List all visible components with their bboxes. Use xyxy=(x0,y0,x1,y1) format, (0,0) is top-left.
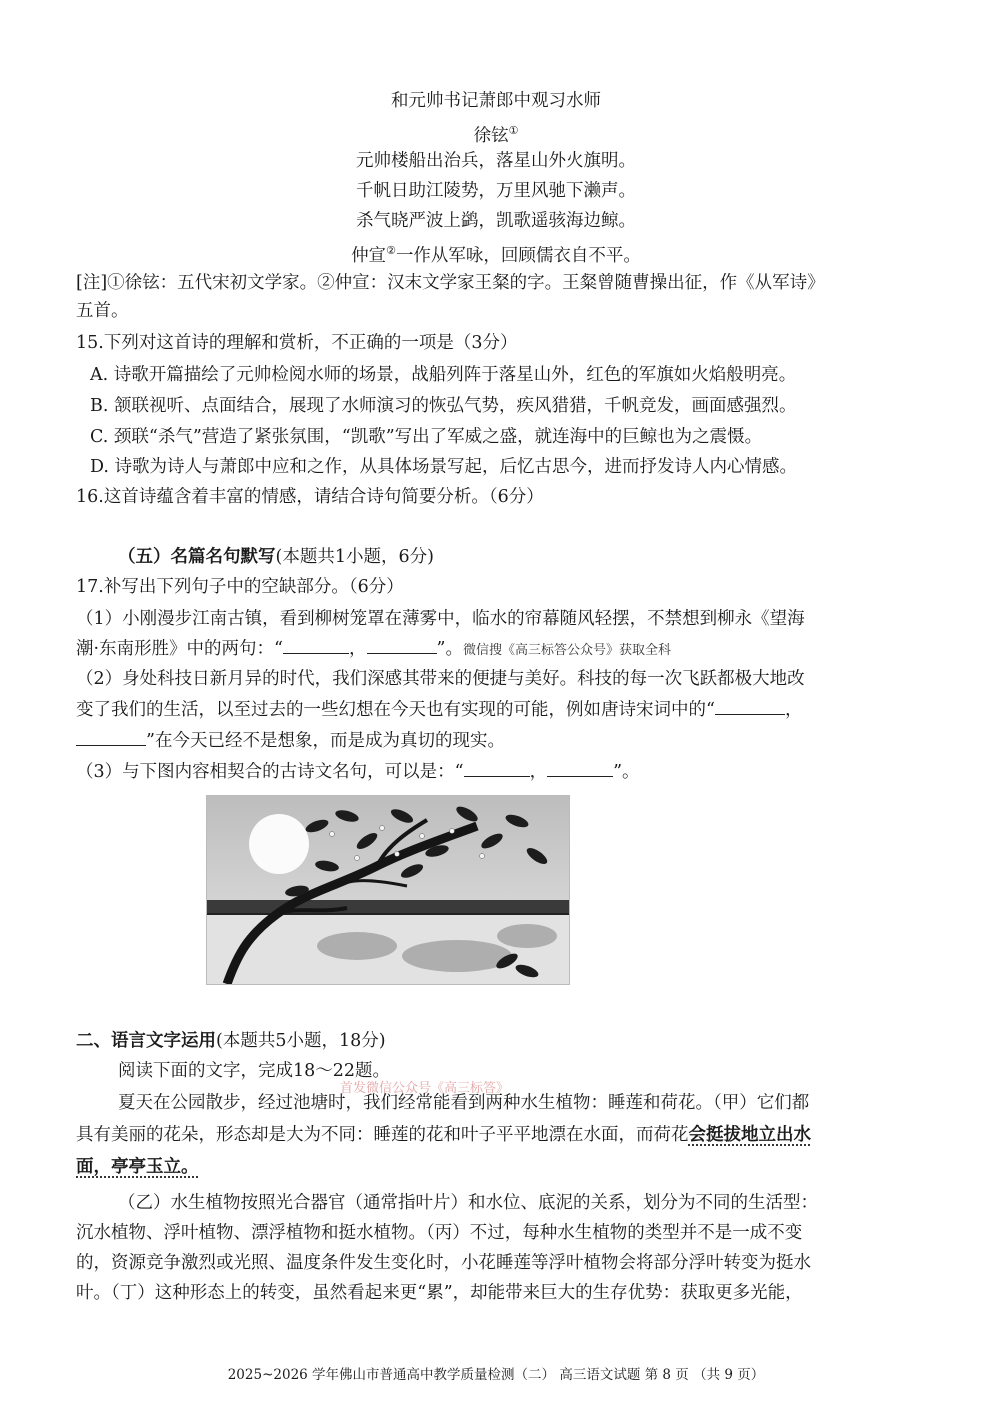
q15-stem: 15.下列对这首诗的理解和赏析，不正确的一项是（3分） xyxy=(76,333,518,353)
q15-option-c: C. 颈联“杀气”营造了紧张氛围，“凯歌”写出了军威之盛，就连海中的巨鲸也为之震慑。 xyxy=(90,427,763,447)
moon-icon xyxy=(249,814,309,874)
q17-p1-line2: 潮·东南形胜》中的两句：“ ， ”。微信搜《高三标答公众号》获取全科 xyxy=(76,639,671,659)
para2-line2: 沉水植物、浮叶植物、漂浮植物和挺水植物。（丙）不过，每种水生植物的类型并不是一成不变 xyxy=(76,1223,803,1243)
answer-blank[interactable] xyxy=(283,637,349,654)
q17-p2-line1: （2）身处科技日新月异的时代，我们深感其带来的便捷与美好。科技的每一次飞跃都极大地改 xyxy=(76,669,805,689)
section5-heading: （五）名篇名句默写(本题共1小题，6分) xyxy=(118,547,434,567)
poem-line-1: 元帅楼船出治兵，落星山外火旗明。 xyxy=(356,151,636,171)
answer-blank[interactable] xyxy=(715,698,785,715)
osmanthus-moon-illustration xyxy=(206,795,570,985)
note-line-1: [注]①徐铉：五代宋初文学家。②仲宣：汉末文学家王粲的字。王粲曾随曹操出征，作《从军诗》 xyxy=(76,273,825,293)
part2-watermark: 首发微信公众号《高三标答》 xyxy=(340,1081,510,1096)
q16-stem: 16.这首诗蕴含着丰富的情感，请结合诗句简要分析。（6分） xyxy=(76,487,544,507)
author-note-mark: ① xyxy=(508,124,519,137)
q17-p1-line1: （1）小刚漫步江南古镇，看到柳树笼罩在薄雾中，临水的帘幕随风轻摆，不禁想到柳永《望海 xyxy=(76,609,805,629)
watermark-text: 微信搜《高三标答公众号》获取全科 xyxy=(462,643,671,658)
para1-line2: 具有美丽的花朵，形态却是大为不同：睡莲的花和叶子平平地漂在水面，而荷花会挺拔地立出水 xyxy=(76,1125,811,1145)
poem-author: 徐铉 xyxy=(473,125,509,146)
wall-tile-roof xyxy=(207,900,569,914)
q15-option-b: B. 颔联视听、点面结合，展现了水师演习的恢弘气势，疾风猎猎，千帆竞发，画面感强烈。 xyxy=(90,396,797,416)
answer-blank[interactable] xyxy=(367,637,437,654)
page-footer: 2025~2026 学年佛山市普通高中教学质量检测（二） 高三语文试题 第 8 页 （共 9 页） xyxy=(227,1367,765,1383)
q17-p2-line3: ”在今天已经不是想象，而是成为真切的现实。 xyxy=(76,728,916,754)
q15-option-d: D. 诗歌为诗人与萧郎中应和之作，从具体场景写起，后忆古思今，进而抒发诗人内心情感。 xyxy=(90,457,798,477)
part2-heading: 二、语言文字运用(本题共5小题，18分) xyxy=(76,1031,386,1051)
poem-line-3: 杀气晓严波上鹢，凯歌遥骇海边鲸。 xyxy=(356,211,636,231)
para1-line1: 夏天在公园散步，经过池塘时，我们经常能看到两种水生植物：睡莲和荷花。（甲）它们都 xyxy=(118,1093,810,1113)
q15-option-a: A. 诗歌开篇描绘了元帅检阅水师的场景，战船列阵于落星山外，红色的军旗如火焰般明亮。 xyxy=(90,365,797,385)
poem-author-line xyxy=(76,118,916,149)
q17-stem: 17.补写出下列句子中的空缺部分。（6分） xyxy=(76,577,404,597)
para2-line3: 的，资源竞争激烈或光照、温度条件发生变化时，小花睡莲等浮叶植物会将部分浮叶转变为挺水 xyxy=(76,1253,811,1273)
poem-line-4: 仲宣②一作从军咏，回顾儒衣自不平。 xyxy=(351,244,641,266)
emphasized-phrase: 会挺拔地立出水 xyxy=(688,1125,811,1145)
answer-blank[interactable] xyxy=(464,760,530,777)
answer-blank[interactable] xyxy=(76,729,146,746)
para2-line1: （乙）水生植物按照光合器官（通常指叶片）和水位、底泥的关系，划分为不同的生活型： xyxy=(118,1193,818,1213)
poem-line-2: 千帆日助江陵势，万里风驰下濑声。 xyxy=(356,181,636,201)
part2-intro: 阅读下面的文字，完成18～22题。 xyxy=(118,1061,391,1081)
note-line-2: 五首。 xyxy=(76,301,129,321)
q17-p3: （3）与下图内容相契合的古诗文名句，可以是：“ ， ”。 xyxy=(76,762,640,782)
poem-title: 和元帅书记萧郎中观习水师 xyxy=(391,91,601,111)
answer-blank[interactable] xyxy=(547,760,613,777)
para1-line3: 面，亭亭玉立。 xyxy=(76,1157,199,1177)
q17-p2-line2: 变了我们的生活，以至过去的一些幻想在今天也有实现的可能，例如唐诗宋词中的“ ， xyxy=(76,700,803,720)
para2-line4: 叶。（丁）这种形态上的转变，虽然看起来更“累”，却能带来巨大的生存优势：获取更多光能， xyxy=(76,1283,803,1303)
